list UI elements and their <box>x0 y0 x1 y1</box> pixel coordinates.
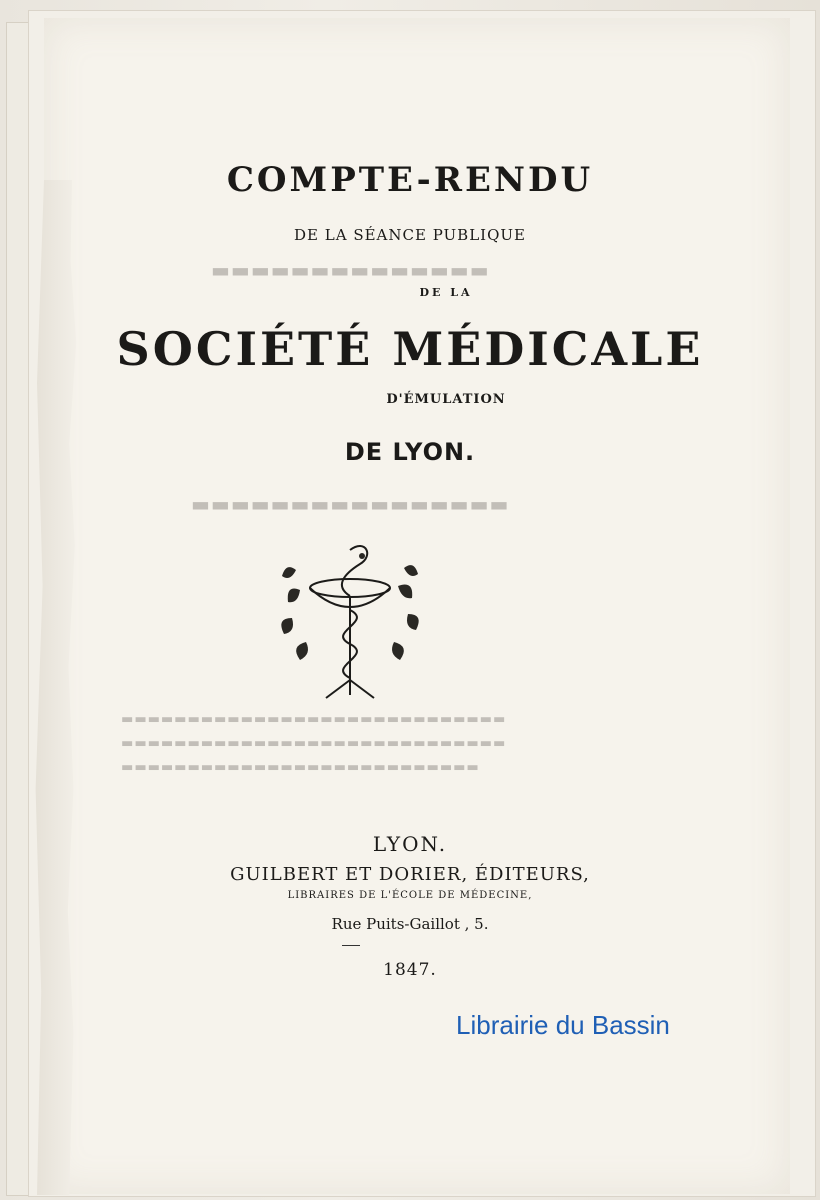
caduceus-serpent-bowl-icon <box>270 530 430 705</box>
publisher-city: LYON. <box>372 832 448 856</box>
divider <box>342 945 360 946</box>
watermark-text: Librairie du Bassin <box>456 1010 670 1040</box>
bleed-through-text: ▬▬▬▬▬▬▬▬▬▬▬▬▬▬▬▬▬▬▬▬▬▬▬▬▬▬▬ <box>120 760 479 775</box>
title-compte-rendu: COMPTE-RENDU <box>226 160 594 200</box>
bleed-through-text: ▬▬▬▬▬▬▬▬▬▬▬▬▬▬▬▬▬▬▬▬▬▬▬▬▬▬▬▬▬ <box>120 712 506 727</box>
title-societe-medicale: SOCIÉTÉ MÉDICALE <box>116 322 704 376</box>
publisher-address: Rue Puits-Gaillot , 5. <box>331 915 489 933</box>
publication-year: 1847. <box>383 960 437 980</box>
bleed-through-text: ▬▬▬▬▬▬▬▬▬▬▬▬▬▬ <box>210 258 489 282</box>
bleed-through-text: ▬▬▬▬▬▬▬▬▬▬▬▬▬▬▬▬▬▬▬▬▬▬▬▬▬▬▬▬▬ <box>120 736 506 751</box>
publisher-subtitle: LIBRAIRES DE L'ÉCOLE DE MÉDECINE, <box>287 890 533 901</box>
publisher-name: GUILBERT ET DORIER, ÉDITEURS, <box>230 864 590 885</box>
subtitle-de-la: DE LA <box>419 286 473 299</box>
bleed-through-text: ▬▬▬▬▬▬▬▬▬▬▬▬▬▬▬▬ <box>190 492 509 516</box>
subtitle-seance: DE LA SÉANCE PUBLIQUE <box>294 226 526 244</box>
subtitle-de-lyon: DE LYON. <box>344 438 476 466</box>
subtitle-emulation: D'ÉMULATION <box>386 392 506 407</box>
